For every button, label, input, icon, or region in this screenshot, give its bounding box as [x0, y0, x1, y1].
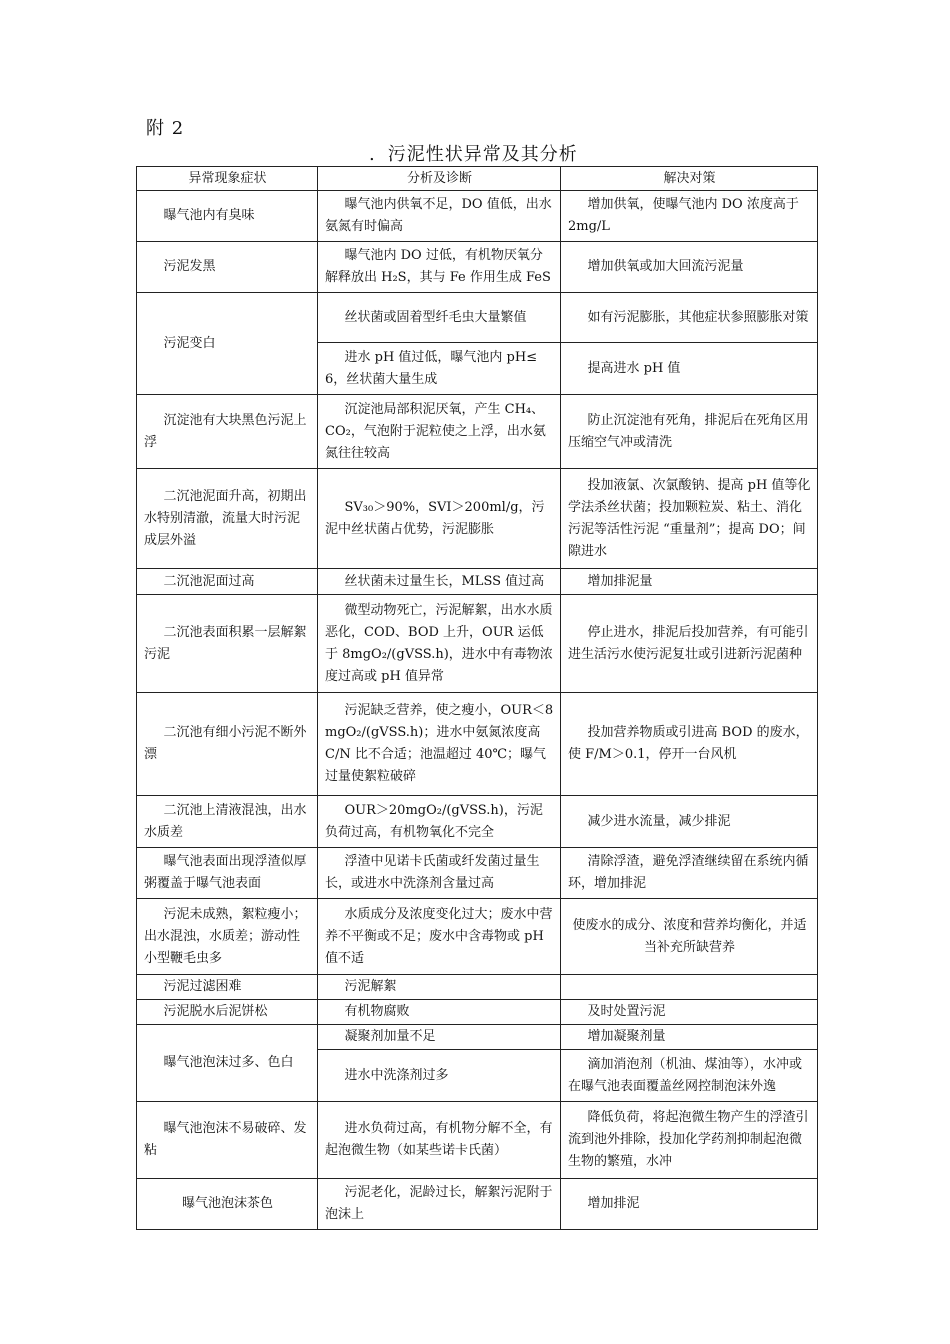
solution-cell: 增加排泥	[561, 1179, 818, 1230]
analysis-cell: 污泥老化，泥龄过长，解絮污泥附于泡沫上	[318, 1179, 561, 1230]
table-row	[137, 1025, 818, 1050]
table-row	[137, 242, 818, 293]
solution-cell: 增加供氧或加大回流污泥量	[561, 242, 818, 293]
analysis-cell: 进水负荷过高，有机物分解不全，有起泡微生物（如某些诺卡氏菌）	[318, 1102, 561, 1179]
analysis-cell: 水质成分及浓度变化过大；废水中营养不平衡或不足；废水中含毒物或 pH 值不适	[318, 899, 561, 975]
sludge-analysis-table	[136, 166, 818, 1230]
symptom-cell: 污泥发黑	[137, 242, 318, 293]
symptom-cell: 污泥过滤困难	[137, 975, 318, 1000]
analysis-cell: 曝气池内供氧不足，DO 值低，出水氨氮有时偏高	[318, 191, 561, 242]
title-text: 污泥性状异常及其分析	[387, 144, 578, 165]
solution-cell: 停止进水，排泥后投加营养，有可能引进生活污水使污泥复壮或引进新污泥菌种	[561, 595, 818, 693]
table-row	[137, 1179, 818, 1230]
solution-cell: 清除浮渣，避免浮渣继续留在系统内循环，增加排泥	[561, 848, 818, 899]
analysis-cell: 浮渣中见诺卡氏菌或纤发菌过量生长，或进水中洗涤剂含量过高	[318, 848, 561, 899]
table-row	[137, 395, 818, 469]
solution-cell: 防止沉淀池有死角，排泥后在死角区用压缩空气冲或清洗	[561, 395, 818, 469]
solution-cell: 及时处置污泥	[561, 1000, 818, 1025]
header-solution: 解决对策	[561, 167, 818, 191]
header-analysis: 分析及诊断	[318, 167, 561, 191]
solution-cell: 增加排泥量	[561, 569, 818, 595]
analysis-cell: 丝状菌或固着型纤毛虫大量繁值	[318, 293, 561, 343]
table-header-row	[137, 167, 818, 191]
table-row	[137, 569, 818, 595]
table-row	[137, 1102, 818, 1179]
table-row	[137, 595, 818, 693]
header-symptom: 异常现象症状	[137, 167, 318, 191]
symptom-cell: 污泥变白	[137, 293, 318, 395]
table-row	[137, 693, 818, 796]
table-row	[137, 796, 818, 848]
analysis-cell: 凝聚剂加量不足	[318, 1025, 561, 1050]
analysis-cell: 污泥缺乏营养，使之瘦小，OUR＜8mgO₂/(gVSS.h)；进水中氨氮浓度高 C/N 比不合适；池温超过 40℃；曝气过量使絮粒破碎	[318, 693, 561, 796]
table-row	[137, 975, 818, 1000]
solution-cell: 如有污泥膨胀，其他症状参照膨胀对策	[561, 293, 818, 343]
solution-cell: 增加凝聚剂量	[561, 1025, 818, 1050]
analysis-cell: 曝气池内 DO 过低，有机物厌氧分解释放出 H₂S，其与 Fe 作用生成 FeS	[318, 242, 561, 293]
solution-cell: 增加供氧，使曝气池内 DO 浓度高于 2mg/L	[561, 191, 818, 242]
solution-cell: 投加营养物质或引进高 BOD 的废水，使 F/M＞0.1，停开一台风机	[561, 693, 818, 796]
symptom-cell: 污泥未成熟，絮粒瘦小；出水混浊，水质差；游动性小型鞭毛虫多	[137, 899, 318, 975]
symptom-cell: 沉淀池有大块黑色污泥上浮	[137, 395, 318, 469]
page-title	[369, 140, 578, 166]
table-row	[137, 848, 818, 899]
analysis-cell: 进水 pH 值过低，曝气池内 pH≤6，丝状菌大量生成	[318, 343, 561, 395]
table-row	[137, 293, 818, 343]
symptom-cell: 曝气池泡沫过多、色白	[137, 1025, 318, 1102]
symptom-cell: 二沉池上清液混浊，出水水质差	[137, 796, 318, 848]
solution-cell: 投加液氯、次氯酸钠、提高 pH 值等化学法杀丝状菌；投加颗粒炭、粘土、消化污泥等活性污泥 “重量剂”；提高 DO；间隙进水	[561, 469, 818, 569]
analysis-cell: 污泥解絮	[318, 975, 561, 1000]
symptom-cell: 污泥脱水后泥饼松	[137, 1000, 318, 1025]
symptom-cell: 曝气池表面出现浮渣似厚粥覆盖于曝气池表面	[137, 848, 318, 899]
solution-cell	[561, 975, 818, 1000]
table-row	[137, 899, 818, 975]
analysis-cell: 微型动物死亡，污泥解絮，出水水质恶化，COD、BOD 上升，OUR 运低于 8mgO₂/(gVSS.h)，进水中有毒物浓度过高或 pH 值异常	[318, 595, 561, 693]
solution-cell: 降低负荷，将起泡微生物产生的浮渣引流到池外排除，投加化学药剂抑制起泡微生物的繁殖，水冲	[561, 1102, 818, 1179]
analysis-cell: SV₃₀＞90%，SVI＞200ml/g，污泥中丝状菌占优势，污泥膨胀	[318, 469, 561, 569]
solution-cell: 提高进水 pH 值	[561, 343, 818, 395]
analysis-cell: 沉淀池局部积泥厌氧，产生 CH₄、CO₂，气泡附于泥粒使之上浮，出水氨氮往往较高	[318, 395, 561, 469]
table-row	[137, 191, 818, 242]
appendix-label: 附 2	[146, 118, 185, 139]
symptom-cell: 曝气池泡沫茶色	[137, 1179, 318, 1230]
solution-cell: 滴加消泡剂（机油、煤油等），水冲或在曝气池表面覆盖丝网控制泡沫外逸	[561, 1050, 818, 1102]
symptom-cell: 二沉池泥面升高，初期出水特别清澈，流量大时污泥成层外溢	[137, 469, 318, 569]
analysis-cell: 进水中洗涤剂过多	[318, 1050, 561, 1102]
table-row	[137, 469, 818, 569]
symptom-cell: 二沉池泥面过高	[137, 569, 318, 595]
symptom-cell: 二沉池有细小污泥不断外漂	[137, 693, 318, 796]
symptom-cell: 二沉池表面积累一层解絮污泥	[137, 595, 318, 693]
solution-cell: 使废水的成分、浓度和营养均衡化，并适当补充所缺营养	[561, 899, 818, 975]
symptom-cell: 曝气池内有臭味	[137, 191, 318, 242]
analysis-cell: 丝状菌未过量生长，MLSS 值过高	[318, 569, 561, 595]
solution-cell: 减少进水流量，减少排泥	[561, 796, 818, 848]
title-marker: .	[369, 144, 376, 165]
table-row	[137, 1000, 818, 1025]
analysis-cell: OUR＞20mgO₂/(gVSS.h)，污泥负荷过高，有机物氧化不完全	[318, 796, 561, 848]
analysis-cell: 有机物腐败	[318, 1000, 561, 1025]
symptom-cell: 曝气池泡沫不易破碎、发粘	[137, 1102, 318, 1179]
